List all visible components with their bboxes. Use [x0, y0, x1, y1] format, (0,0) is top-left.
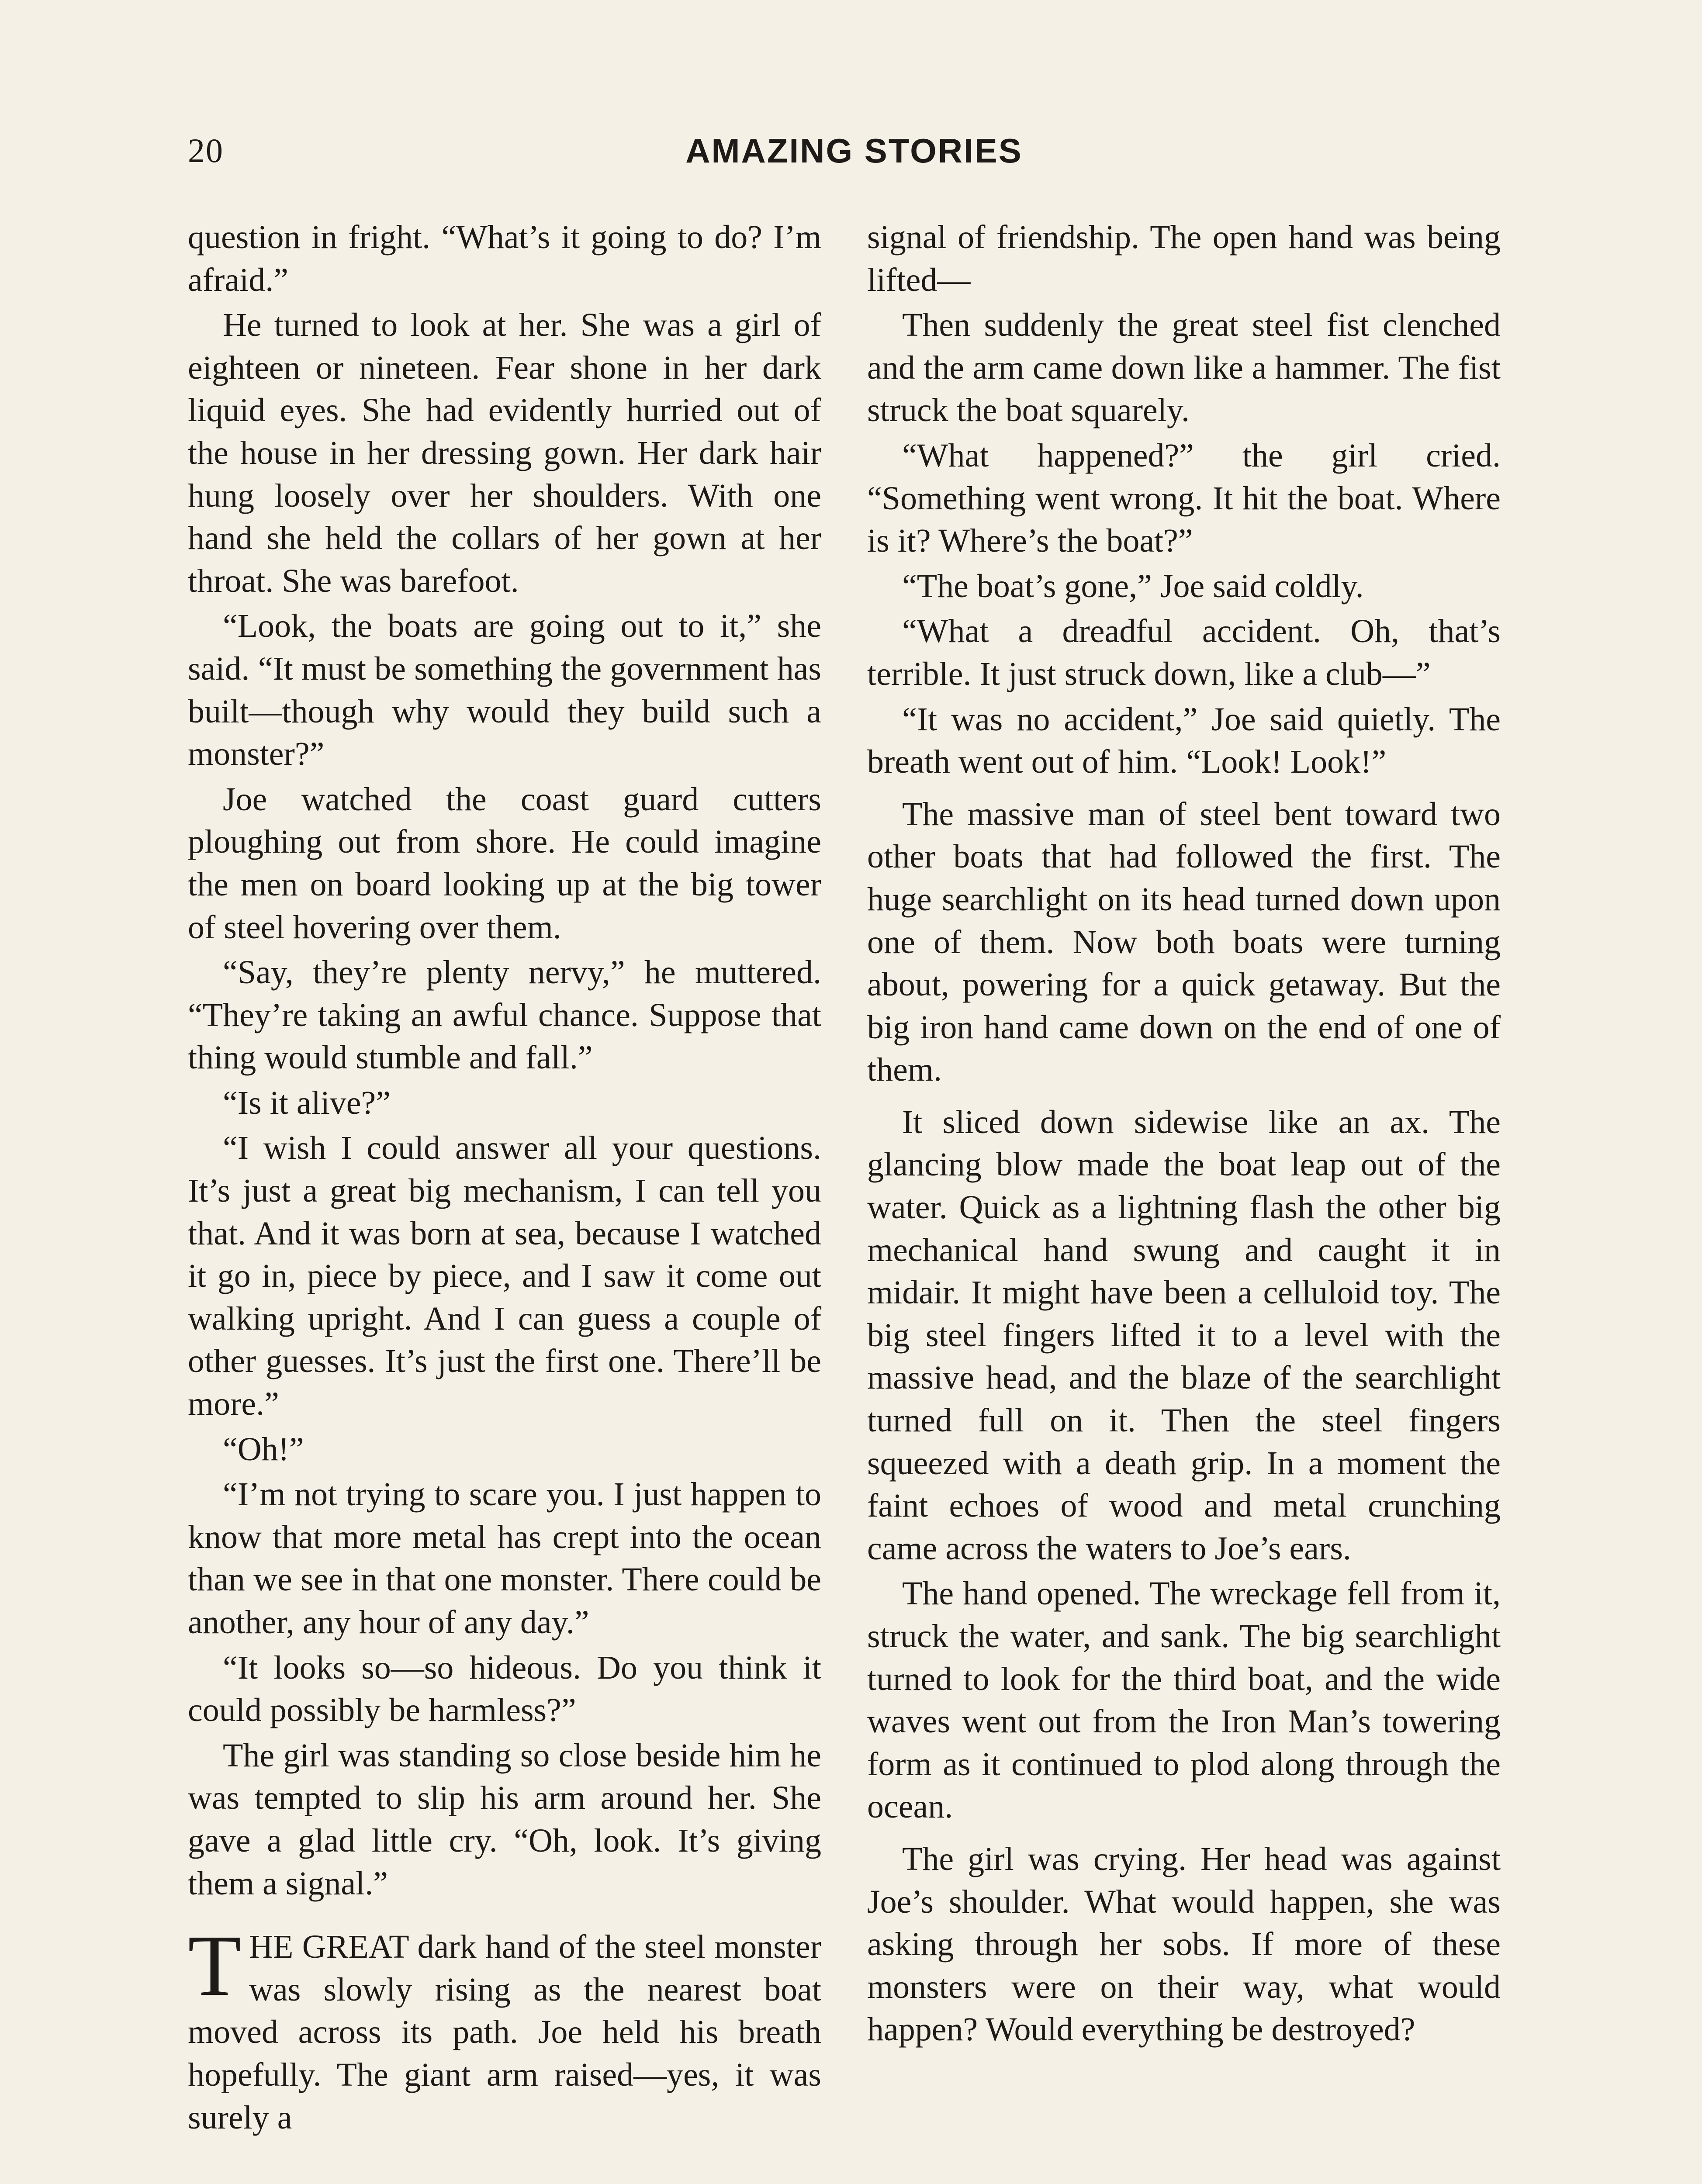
left-column	[188, 216, 821, 2142]
paragraph: “What a dreadful accident. Oh, that’s terrible. It just struck down, like a club—”	[867, 613, 1501, 692]
paragraph: “Is it alive?”	[223, 1084, 391, 1121]
paragraph: “It was no accident,” Joe said quietly. The breath went out of him. “Look! Look!”	[867, 701, 1501, 781]
right-column	[867, 216, 1501, 2054]
paragraph: “What happened?” the girl cried. “Something went wrong. It hit the boat. Where is it? Where’s the boat?”	[867, 437, 1501, 560]
paragraph: “Look, the boats are going out to it,” she said. “It must be something the government has built—though why would they build such a monster?”	[188, 608, 821, 773]
paragraph: question in fright. “What’s it going to do? I’m afraid.”	[188, 219, 821, 298]
paragraph: The hand opened. The wreckage fell from it, struck the water, and sank. The big searchlight turned to look for the third boat, and the wide waves went out from the Iron Man’s towering form as it continued to plod along through the ocean.	[867, 1575, 1501, 1825]
paragraph: “I wish I could answer all your questions. It’s just a great big mechanism, I can tell you that. And it was born at sea, because I watched it go in, piece by piece, and I saw it come out walking upright. And I can guess a couple of other guesses. It’s just the first one. There’ll be more.”	[188, 1130, 821, 1423]
section-opening-text: HE GREAT dark hand of the steel monster was slowly rising as the nearest boat moved across its path. Joe held his breath hopefully. The giant arm raised—yes, it was surely a	[188, 1928, 821, 2136]
paragraph: Joe watched the coast guard cutters ploughing out from shore. He could imagine the men on board looking up at the big tower of steel hovering over them.	[188, 781, 821, 946]
drop-cap: T	[188, 1918, 242, 2015]
paragraph: The massive man of steel bent toward two other boats that had followed the first. The huge searchlight on its head turned down upon one of them. Now both boats were turning about, powering for a quick getaway. But the big iron hand came down on the end of one of them.	[867, 795, 1501, 1089]
page-header	[188, 131, 1520, 188]
paragraph: “Say, they’re plenty nervy,” he muttered. “They’re taking an awful chance. Suppose that thing would stumble and fall.”	[188, 954, 821, 1076]
paragraph: “It looks so—so hideous. Do you think it could possibly be harmless?”	[188, 1649, 821, 1729]
paragraph: The girl was standing so close beside him he was tempted to slip his arm around her. She gave a glad little cry. “Oh, look. It’s giving them a signal.”	[188, 1737, 821, 1902]
paragraph: Then suddenly the great steel fist clenched and the arm came down like a hammer. The fist struck the boat squarely.	[867, 307, 1501, 429]
page-number: 20	[188, 131, 224, 169]
paragraph: “Oh!”	[223, 1431, 304, 1468]
section-opening-paragraph	[188, 1918, 821, 2139]
running-title: AMAZING STORIES	[685, 131, 1023, 170]
paragraph: He turned to look at her. She was a girl of eighteen or nineteen. Fear shone in her dark liquid eyes. She had evidently hurried out of the house in her dressing gown. Her dark hair hung loosely over her shoulders. With one hand she held the collars of her gown at her throat. She was barefoot.	[188, 307, 821, 599]
paragraph: “I’m not trying to scare you. I just happen to know that more metal has crept into the ocean than we see in that one monster. There could be another, any hour of any day.”	[188, 1476, 821, 1641]
paragraph: “The boat’s gone,” Joe said coldly.	[902, 567, 1364, 605]
paragraph: signal of friendship. The open hand was being lifted—	[867, 219, 1501, 298]
paragraph: It sliced down sidewise like an ax. The glancing blow made the boat leap out of the water. Quick as a lightning flash the other big mechanical hand swung and caught it in midair. It might have been a celluloid toy. The big steel fingers lifted it to a level with the massive head, and the blaze of the searchlight turned full on it. Then the steel fingers squeezed with a death grip. In a moment the faint echoes of wood and metal crunching came across the waters to Joe’s ears.	[867, 1103, 1501, 1567]
paragraph: The girl was crying. Her head was against Joe’s shoulder. What would happen, she was asking through her sobs. If more of these monsters were on their way, what would happen? Would everything be destroyed?	[867, 1840, 1501, 2048]
